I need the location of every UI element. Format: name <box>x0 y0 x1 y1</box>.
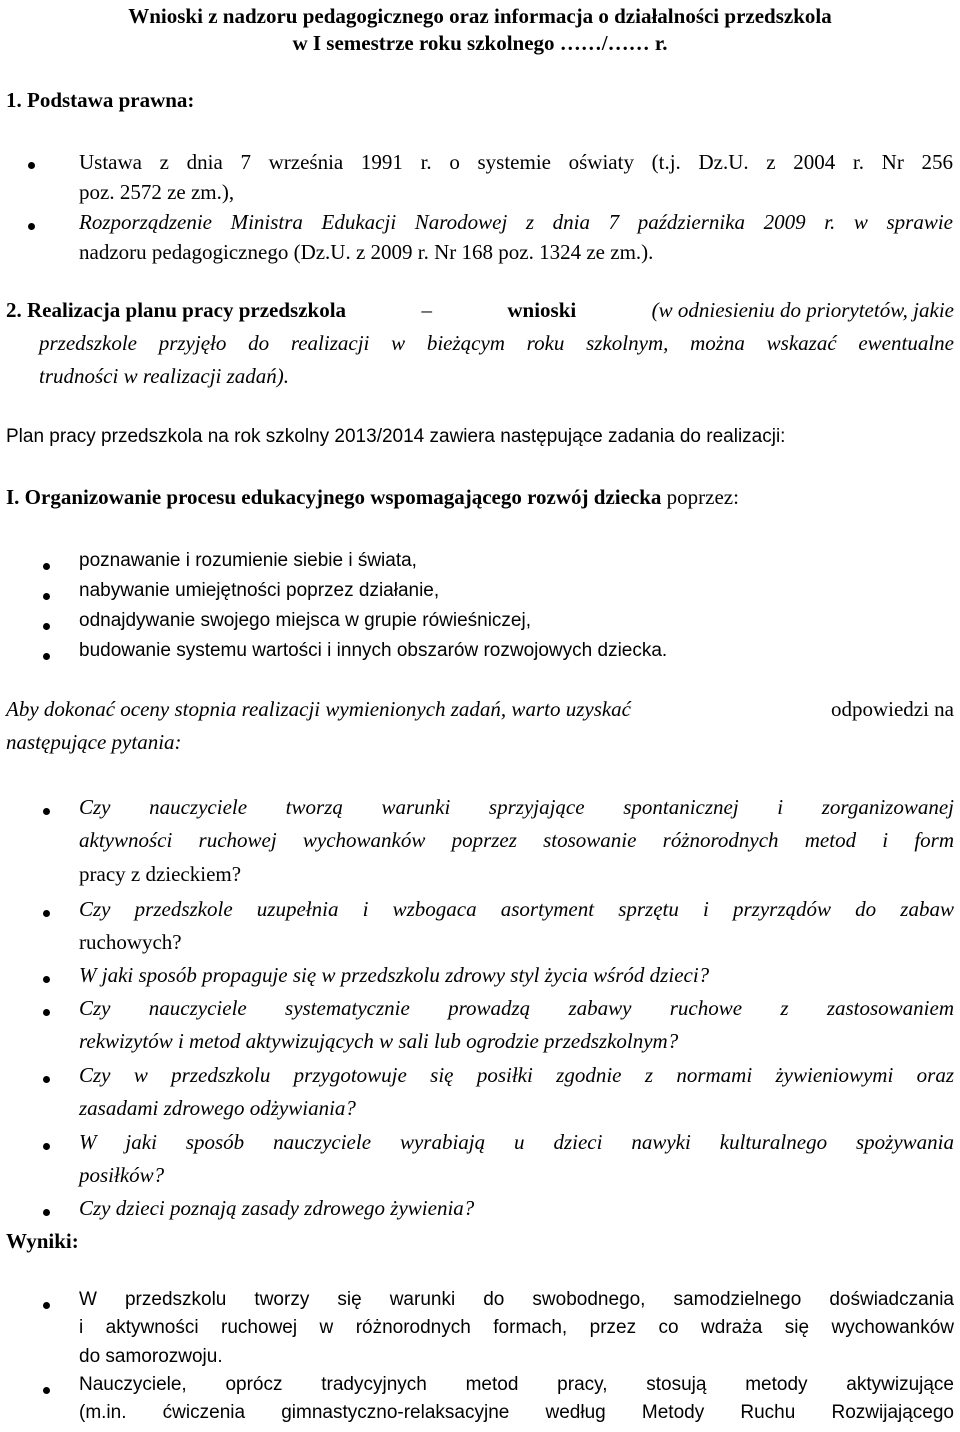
bullet-icon <box>43 593 50 600</box>
section-2-note-line-1: (w odniesieniu do priorytetów, jakie <box>651 298 954 322</box>
section-2-heading: Realizacja planu pracy przedszkola <box>27 298 347 322</box>
task-1-item-1: poznawanie i rozumienie siebie i świata, <box>79 550 417 571</box>
question-2-tail: ruchowych? <box>79 930 182 954</box>
bullet-icon <box>43 808 50 815</box>
task-1-item-4: budowanie systemu wartości i innych obszarów rozwojowych dziecka. <box>79 640 668 661</box>
questions-intro-line-2: następujące pytania: <box>6 730 182 754</box>
bullet-icon <box>43 563 50 570</box>
section-2-number: 2. <box>6 298 22 322</box>
task-1-heading-line <box>6 485 739 509</box>
questions-intro-italic: Aby dokonać oceny stopnia realizacji wymienionych zadań, warto uzyskać <box>6 697 632 721</box>
section-2-heading-group <box>6 298 346 322</box>
bullet-icon <box>43 653 50 660</box>
question-5-tail: zasadami zdrowego odżywiania? <box>79 1096 356 1120</box>
question-1-tail: pracy z dzieckiem? <box>79 862 242 886</box>
legal-basis-item-1-line-2: poz. 2572 ze zm.), <box>79 180 235 204</box>
bullet-icon <box>28 162 35 169</box>
plan-intro-line: Plan pracy przedszkola na rok szkolny 2013/2014 zawiera następujące zadania do realizacji: <box>6 426 786 447</box>
legal-basis-item-2-line-1: Rozporządzenie Ministra Edukacji Narodowej z dnia 7 października 2009 r. w sprawie <box>79 210 953 234</box>
bullet-icon <box>28 223 35 230</box>
result-2-line-1: Nauczyciele, oprócz tradycyjnych metod pracy, stosują metody aktywizujące <box>79 1374 954 1395</box>
bullet-icon <box>43 623 50 630</box>
task-1-heading-rest: poprzez: <box>666 485 739 509</box>
result-1-tail: do samorozwoju. <box>79 1346 223 1367</box>
section-2-note-line-2: przedszkole przyjęło do realizacji w bieżącym roku szkolnym, można wskazać ewentualne <box>39 331 954 355</box>
question-4-tail: rekwizytów i metod aktywizujących w sali lub ogrodzie przedszkolnym? <box>79 1029 679 1053</box>
document-title-line-2: w I semestrze roku szkolnego ……/…… r. <box>292 31 668 55</box>
question-2-line-1: Czy przedszkole uzupełnia i wzbogaca asortyment sprzętu i przyrządów do zabaw <box>79 897 954 921</box>
section-2-heading-wnioski: wnioski <box>507 298 577 322</box>
section-2-note-line-3: trudności w realizacji zadań). <box>39 364 290 388</box>
question-4-line-1: Czy nauczyciele systematycznie prowadzą zabawy ruchowe z zastosowaniem <box>79 996 954 1020</box>
result-1-line-1: W przedszkolu tworzy się warunki do swobodnego, samodzielnego doświadczania <box>79 1289 954 1310</box>
bullet-icon <box>43 1387 50 1394</box>
section-1-heading: 1. Podstawa prawna: <box>6 88 195 112</box>
question-1-line-2: aktywności ruchowej wychowanków poprzez stosowanie różnorodnych metod i form <box>79 828 954 852</box>
bullet-icon <box>43 1076 50 1083</box>
results-heading: Wyniki: <box>6 1229 79 1253</box>
document-title-line-1: Wnioski z nadzoru pedagogicznego oraz informacja o działalności przedszkola <box>128 4 832 28</box>
question-6-line-1: W jaki sposób nauczyciele wyrabiają u dzieci nawyki kulturalnego spożywania <box>79 1130 954 1154</box>
bullet-icon <box>43 1302 50 1309</box>
bullet-icon <box>43 910 50 917</box>
section-2-dash: – <box>421 298 432 322</box>
bullet-icon <box>43 1209 50 1216</box>
bullet-icon <box>43 976 50 983</box>
question-3: W jaki sposób propaguje się w przedszkolu zdrowy styl życia wśród dzieci? <box>79 963 710 987</box>
question-7: Czy dzieci poznają zasady zdrowego żywienia? <box>79 1196 475 1220</box>
question-6-tail: posiłków? <box>79 1163 165 1187</box>
section-2-heading-line <box>6 298 954 322</box>
task-1-item-3: odnajdywanie swojego miejsca w grupie rówieśniczej, <box>79 610 532 631</box>
bullet-icon <box>43 1009 50 1016</box>
legal-basis-item-2-line-2: nadzoru pedagogicznego (Dz.U. z 2009 r. Nr 168 poz. 1324 ze zm.). <box>79 240 654 264</box>
questions-intro-rest: odpowiedzi na <box>830 697 954 721</box>
questions-intro-line-1 <box>6 697 954 721</box>
bullet-icon <box>43 1143 50 1150</box>
task-1-heading: I. Organizowanie procesu edukacyjnego wspomagającego rozwój dziecka <box>6 485 662 509</box>
legal-basis-item-1-line-1: Ustawa z dnia 7 września 1991 r. o systemie oświaty (t.j. Dz.U. z 2004 r. Nr 256 <box>79 150 953 174</box>
question-5-line-1: Czy w przedszkolu przygotowuje się posiłki zgodnie z normami żywieniowymi oraz <box>79 1063 954 1087</box>
question-1-line-1: Czy nauczyciele tworzą warunki sprzyjające spontanicznej i zorganizowanej <box>79 795 954 819</box>
result-1-line-2: i aktywności ruchowej w różnorodnych formach, przez co wdraża się wychowanków <box>79 1317 954 1338</box>
result-2-line-2: (m.in. ćwiczenia gimnastyczno-relaksacyjne według Metody Ruchu Rozwijającego <box>79 1402 954 1423</box>
task-1-item-2: nabywanie umiejętności poprzez działanie, <box>79 580 440 601</box>
